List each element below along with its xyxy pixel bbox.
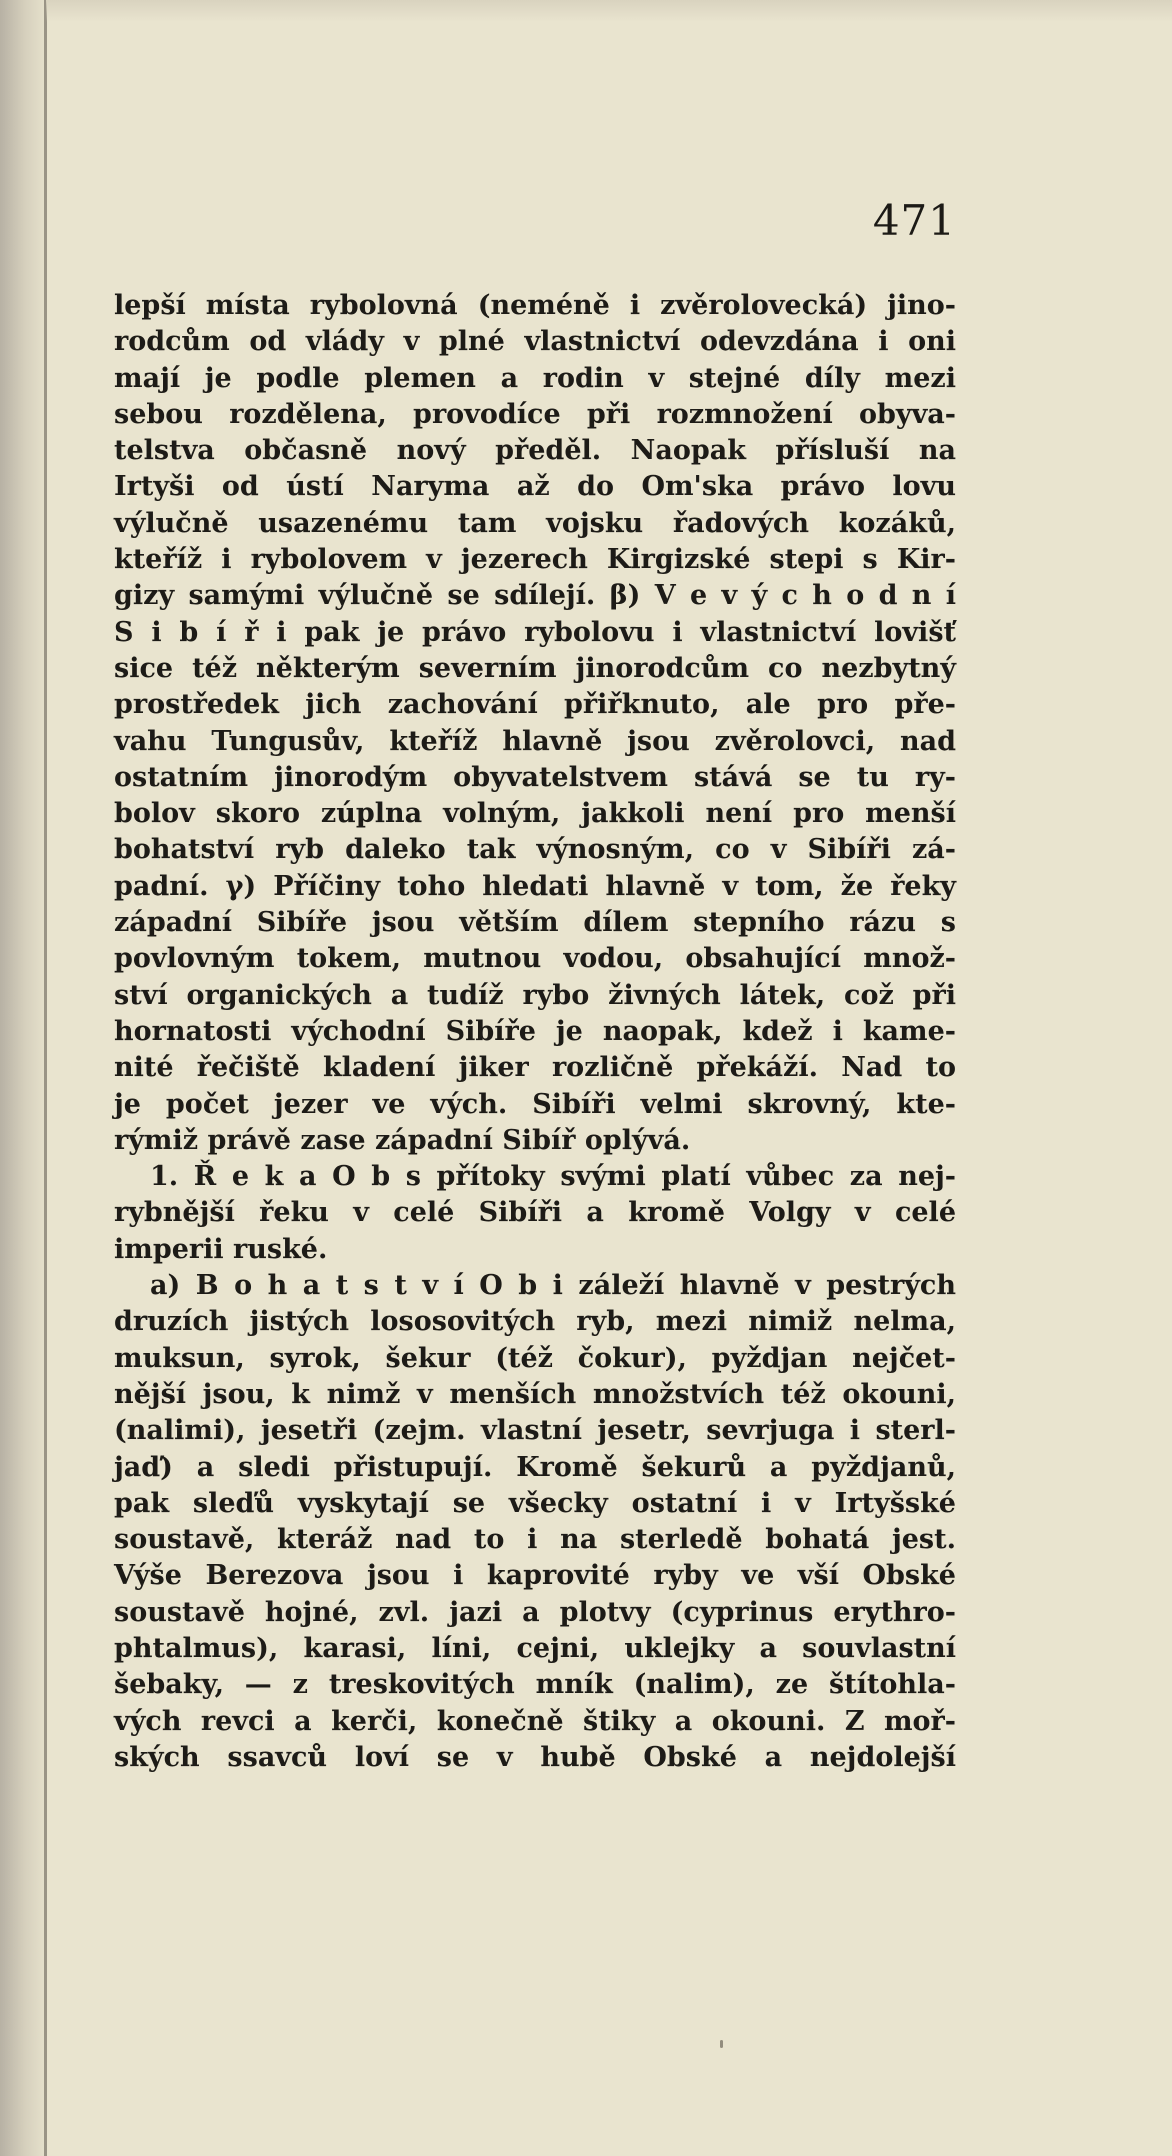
text-line: druzích jistých lososovitých ryb, mezi nimiž nelma, (114, 1306, 956, 1338)
text-line: ství organických a tudíž rybo živných látek, což při (114, 979, 956, 1011)
text-line: nité řečiště kladení jiker rozličně překáží. Nad to (114, 1052, 956, 1084)
text-line: západní Sibíře jsou větším dílem stepního rázu s (114, 907, 956, 939)
page-shade (46, 0, 1172, 22)
text-line: mají je podle plemen a rodin v stejné díly mezi (114, 362, 956, 394)
binding-edge (44, 0, 47, 2156)
text-line: sice též některým severním jinorodcům co nezbytný (114, 652, 956, 684)
text-line: kteříž i rybolovem v jezerech Kirgizské stepi s Kir- (114, 544, 956, 576)
text-line: muksun, syrok, šekur (též čokur), pyždjan nejčet- (114, 1342, 956, 1374)
text-line: jaď) a sledi přistupují. Kromě šekurů a pyždjanů, (114, 1451, 956, 1483)
text-line: pak sleďů vyskytají se všecky ostatní i v Irtyšské (114, 1487, 956, 1519)
text-line: phtalmus), karasi, líni, cejni, uklejky a souvlastní (114, 1632, 956, 1664)
text-line: rýmiž právě zase západní Sibíř oplývá. (114, 1124, 691, 1156)
text-line: ských ssavců loví se v hubě Obské a nejdolejší (114, 1741, 956, 1773)
text-line: telstva občasně nový předěl. Naopak přísluší na (114, 435, 956, 467)
text-line: výlučně usazenému tam vojsku řadových kozáků, (114, 507, 956, 539)
text-line: S i b í ř i pak je právo rybolovu i vlastnictví lovišť (114, 616, 956, 648)
text-line: povlovným tokem, mutnou vodou, obsahující množ- (114, 943, 956, 975)
text-line: prostředek jich zachování přiřknuto, ale pro pře- (114, 689, 956, 721)
text-line: rodcům od vlády v plné vlastnictví odevzdána i oni (114, 326, 956, 358)
text-line: a) B o h a t s t v í O b i záleží hlavně v pestrých (150, 1270, 956, 1302)
text-line: 1. Ř e k a O b s přítoky svými platí vůbec za nej- (150, 1161, 956, 1193)
text-line: nější jsou, k nimž v menších množstvích též okouni, (114, 1378, 956, 1410)
text-line: lepší místa rybolovná (neméně i zvěrolovecká) jino- (114, 290, 956, 321)
page-binding (0, 0, 46, 2156)
text-line: šebaky, — z treskovitých mník (nalim), ze štítohla- (114, 1669, 956, 1701)
text-line: vých revci a kerči, konečně štiky a okouni. Z moř- (114, 1705, 956, 1737)
text-line: sebou rozdělena, provodíce při rozmnožení obyva- (114, 398, 956, 430)
text-line: hornatosti východní Sibíře je naopak, kdež i kame- (114, 1015, 956, 1047)
text-line: gizy samými výlučně se sdílejí. β) V e v ý c h o d n í (114, 580, 956, 612)
text-line: bolov skoro zúplna volným, jakkoli není pro menší (114, 798, 956, 830)
text-line: ostatním jinorodým obyvatelstvem stává se tu ry- (114, 761, 956, 793)
text-line: je počet jezer ve vých. Sibíři velmi skrovný, kte- (114, 1088, 956, 1120)
text-line: padní. γ) Příčiny toho hledati hlavně v tom, že řeky (114, 870, 956, 902)
text-line: bohatství ryb daleko tak výnosným, co v Sibíři zá- (114, 834, 956, 866)
ink-speck (720, 2040, 723, 2048)
body-text (114, 288, 956, 1776)
text-line: soustavě, kteráž nad to i na sterledě bohatá jest. (114, 1524, 956, 1556)
text-line: (nalimi), jesetři (zejm. vlastní jesetr, sevrjuga i sterl- (114, 1415, 956, 1447)
text-line: imperii ruské. (114, 1233, 328, 1265)
text-line: vahu Tungusův, kteříž hlavně jsou zvěrolovci, nad (114, 725, 956, 757)
text-line: Výše Berezova jsou i kaprovité ryby ve vší Obské (114, 1560, 956, 1592)
text-line: soustavě hojné, zvl. jazi a plotvy (cyprinus erythro- (114, 1596, 956, 1628)
page-number: 471 (872, 196, 956, 245)
text-line: Irtyši od ústí Naryma až do Om'ska právo lovu (114, 471, 956, 503)
text-line: rybnější řeku v celé Sibíři a kromě Volgy v celé (114, 1197, 956, 1229)
